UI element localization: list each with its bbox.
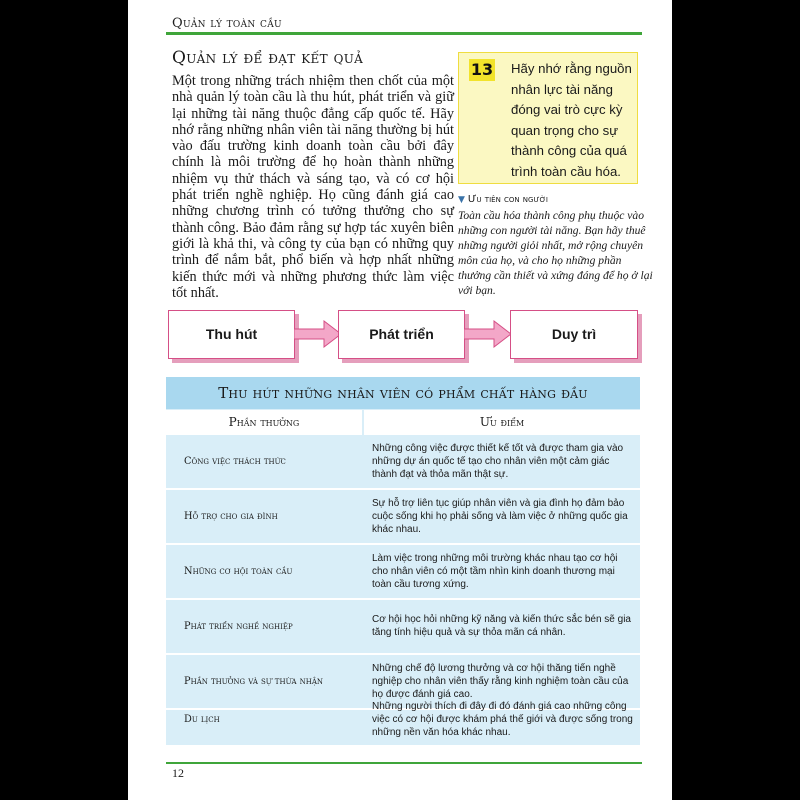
row-label: Du lịch: [184, 713, 220, 725]
row-description: [372, 693, 634, 745]
table-title: Thu hút những nhân viên có phẩm chất hàng đầu: [166, 377, 640, 409]
row-description: [372, 600, 634, 652]
running-head: Quản lý toàn cầu: [172, 16, 282, 31]
table-row: [166, 545, 640, 597]
row-description-text: Những người thích đi đây đi đó đánh giá cao những công việc có cơ hội được khám phá thế giới và được sống trong những nền văn hóa khác nhau.: [372, 700, 633, 738]
row-description-text: Những chế độ lương thưởng và cơ hội thăng tiến nghề nghiệp cho nhân viên thấy rằng kinh nghiệm toàn cầu của họ được đánh giá cao.: [372, 662, 629, 700]
arrow-right-icon: [294, 320, 342, 348]
page-number: 12: [172, 766, 184, 780]
row-label: Công việc thách thức: [184, 455, 286, 467]
arrow-right-icon: [464, 320, 512, 348]
caption-heading-text: Ưu tiên con người: [467, 194, 548, 205]
section-title: Quản lý để đạt kết quả: [172, 48, 364, 68]
tip-box: [458, 52, 638, 184]
book-page: [128, 0, 672, 800]
body-paragraph: Một trong những trách nhiệm then chốt của một nhà quản lý toàn cầu là thu hút, phát triển và giữ lại những tài năng thuộc đẳng cấp quốc tế. Hãy nhớ rằng những nhân viên tài năng thường bị hút vào đấu trường kinh doanh toàn cầu bởi đây chính là môi trường để họ hoàn thành những nhiệm vụ thử thách và sáng tạo, và có cơ hội phát triển nghề nghiệp. Họ cũng đánh giá cao những chương trình có tưởng thưởng cho sự thành công. Bảo đảm rằng sự hợp tác xuyên biên giới là khả thi, và công ty của bạn có những quy trình để nắm bắt, phổ biến và hợp nhất những kiến thức mới và những phương thức làm việc tốt nhất.: [172, 73, 454, 301]
row-description: [372, 490, 634, 542]
caption-text: Toàn cầu hóa thành công phụ thuộc vào những con người tài năng. Bạn hãy thuê những người giỏi nhất, mở rộng chuyên môn của họ, và cho họ những phần thưởng cần thiết và xứng đáng để họ ở lại với bạn.: [458, 209, 653, 297]
flow-step-retain: Duy trì: [510, 310, 638, 359]
table-row: [166, 693, 640, 745]
caption-heading: [458, 194, 548, 205]
table-row: [166, 490, 640, 542]
bottom-rule: [166, 762, 642, 764]
row-description-text: Cơ hội học hỏi những kỹ năng và kiến thức sắc bén sẽ gia tăng tính hiệu quả và sự thỏa mãn cá nhân.: [372, 614, 631, 638]
table-row: [166, 600, 640, 652]
top-rule: [166, 32, 642, 35]
row-description-text: Sự hỗ trợ liên tục giúp nhân viên và gia đình họ đảm bảo cuộc sống khi họ phải sống và làm việc ở những quốc gia khác nhau.: [372, 497, 628, 535]
tip-number-badge: 13: [470, 60, 494, 79]
table-row: [166, 435, 640, 487]
flow-step-develop: Phát triển: [338, 310, 465, 359]
column-header-advantages: Ưu điểm: [364, 410, 640, 435]
flow-step-attract: Thu hút: [168, 310, 295, 359]
row-label: Hỗ trợ cho gia đình: [184, 510, 278, 522]
row-label: Những cơ hội toàn cầu: [184, 565, 293, 577]
rewards-table: [166, 377, 640, 745]
row-description: [372, 435, 634, 487]
row-description-text: Làm việc trong những môi trường khác nhau tạo cơ hội cho nhân viên có một tầm nhìn kinh doanh thương mại toàn cầu tương xứng.: [372, 552, 618, 590]
row-label: Phát triển nghề nghiệp: [184, 620, 293, 632]
column-header-rewards: Phần thưởng: [166, 410, 362, 435]
row-description: [372, 545, 634, 597]
row-description-text: Những công việc được thiết kế tốt và được tham gia vào những dự án quốc tế tạo cho nhân viên một cảm giác thành đạt và thỏa mãn thật sự.: [372, 442, 624, 480]
row-label: Phần thưởng và sự thừa nhận: [184, 675, 324, 687]
tip-text: Hãy nhớ rằng nguồn nhân lực tài năng đóng vai trò cực kỳ quan trọng cho sự thành công của quá trình toàn cầu hóa.: [511, 61, 632, 179]
triangle-down-icon: ▼: [458, 195, 465, 205]
